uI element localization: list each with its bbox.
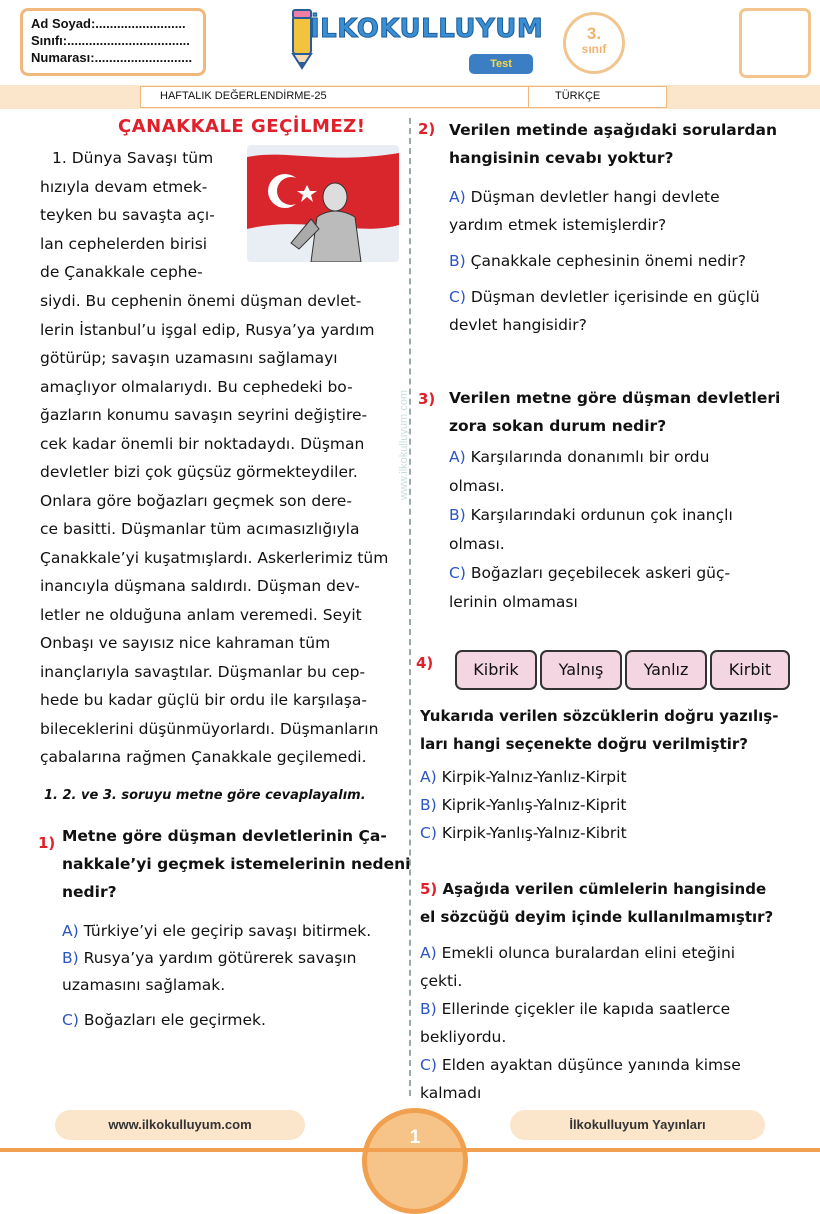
option-c[interactable] xyxy=(420,819,627,847)
page-number-badge xyxy=(362,1108,468,1214)
question-line: nedir? xyxy=(62,883,117,901)
option-b[interactable] xyxy=(449,501,733,530)
story-line: lan cephelerden birisi xyxy=(40,234,208,253)
story-line: inancıyla düşmana saldırdı. Düşman dev- xyxy=(40,577,360,595)
story-text-narrow xyxy=(40,144,240,287)
option-letter: B) xyxy=(420,796,437,814)
option-letter: B) xyxy=(449,506,466,524)
option-c[interactable] xyxy=(420,1051,741,1079)
option-c[interactable] xyxy=(449,283,760,311)
grade-badge xyxy=(563,12,625,74)
story-title: ÇANAKKALE GEÇİLMEZ! xyxy=(118,116,366,137)
student-info-box xyxy=(20,8,206,76)
option-letter: B) xyxy=(420,1000,437,1018)
option-letter: C) xyxy=(62,1011,79,1029)
option-text: Karşılarında donanımlı bir ordu xyxy=(470,448,710,466)
option-text-cont: olması. xyxy=(449,477,505,495)
word-box: Kirbit xyxy=(710,650,790,690)
option-b[interactable] xyxy=(420,791,627,819)
question-5-text xyxy=(420,875,773,931)
story-line: Onbaşı ve sayısız nice kahraman tüm xyxy=(40,634,331,652)
story-line: teyken bu savaşta açı- xyxy=(40,206,215,224)
story-line: bileceklerini düşünmüyorlardı. Düşmanların xyxy=(40,719,379,738)
class-field[interactable]: Sınıfı:.................................. xyxy=(31,33,190,48)
word-box: Kibrik xyxy=(455,650,537,690)
question-1-options xyxy=(62,918,371,1034)
subject-label: TÜRKÇE xyxy=(555,90,601,102)
question-3-number: 3) xyxy=(418,390,436,408)
footer-website[interactable]: www.ilkokulluyum.com xyxy=(55,1110,305,1140)
header-divider xyxy=(528,86,529,108)
page-number: 1 xyxy=(409,1127,421,1148)
option-b[interactable] xyxy=(62,945,371,972)
option-letter: A) xyxy=(62,922,79,940)
story-line: Onlara göre boğazları geçmek son dere- xyxy=(40,491,352,510)
question-line: ları hangi seçenekte doğru verilmiştir? xyxy=(420,735,748,753)
option-text: Kirpik-Yanlış-Yalnız-Kibrit xyxy=(441,824,627,842)
question-2-options xyxy=(449,183,760,339)
option-text-cont: uzamasını sağlamak. xyxy=(62,976,226,994)
option-text: Düşman devletler içerisinde en güçlü xyxy=(470,288,760,306)
question-line: Yukarıda verilen sözcüklerin doğru yazılış- xyxy=(420,707,779,725)
test-badge: Test xyxy=(469,54,533,74)
number-field[interactable]: Numarası:........................... xyxy=(31,50,193,65)
watermark: www.ilkokulluyum.com xyxy=(398,389,410,500)
name-field[interactable]: Ad Soyad:......................... xyxy=(31,16,186,31)
logo-text: İLKOKULLUYUM xyxy=(310,14,544,44)
question-line: Verilen metinde aşağıdaki sorulardan xyxy=(449,121,777,139)
story-line: Çanakkale’yi kuşatmışlardı. Askerlerimiz tüm xyxy=(40,548,389,567)
instruction-text: 1. 2. ve 3. soruyu metne göre cevaplayalım. xyxy=(44,788,366,803)
story-line: ğazların konumu savaşın seyrini değiştire- xyxy=(40,406,368,424)
story-line: siydi. Bu cephenin önemi düşman devlet- xyxy=(40,292,362,310)
option-text: Ellerinde çiçekler ile kapıda saatlerce xyxy=(441,1000,731,1018)
question-2-number: 2) xyxy=(418,120,436,138)
question-5-number: 5) xyxy=(420,880,438,898)
story-line: devletler bizi çok güçsüz görmekteydiler. xyxy=(40,463,358,481)
option-text: Boğazları ele geçirmek. xyxy=(83,1011,266,1029)
option-c[interactable] xyxy=(62,1007,371,1034)
story-line: götürüp; savaşın uzamasını sağlamayı xyxy=(40,349,338,367)
story-line: de Çanakkale cephe- xyxy=(40,263,203,281)
question-line: hangisinin cevabı yoktur? xyxy=(449,149,674,167)
option-a[interactable] xyxy=(420,763,627,791)
option-text: Kiprik-Yanlış-Yalnız-Kiprit xyxy=(441,796,627,814)
question-4-options xyxy=(420,763,627,847)
option-letter: B) xyxy=(449,252,466,270)
option-text-cont: devlet hangisidir? xyxy=(449,316,587,334)
bottom-rule xyxy=(0,1148,820,1152)
story-line: lerin İstanbul’u işgal edip, Rusya’ya yardım xyxy=(40,320,375,339)
option-letter: C) xyxy=(449,288,466,306)
grade-number: 3. xyxy=(586,24,602,43)
column-divider xyxy=(409,118,411,1096)
option-letter: A) xyxy=(420,944,437,962)
question-4-number: 4) xyxy=(416,654,434,672)
option-text-cont: kalmadı xyxy=(420,1084,482,1102)
question-line: nakkale’yi geçmek istemelerinin nedeni xyxy=(62,855,411,873)
option-text: Karşılarındaki ordunun çok inançlı xyxy=(470,506,733,524)
option-letter: C) xyxy=(449,564,466,582)
option-a[interactable] xyxy=(62,918,371,945)
grade-word: sınıf xyxy=(581,42,607,56)
option-text: Kirpik-Yalnız-Yanlız-Kirpit xyxy=(441,768,627,786)
question-line: Verilen metne göre düşman devletleri xyxy=(449,389,781,407)
story-line: hede bu kadar güçlü bir ordu ile karşılaşa- xyxy=(40,691,367,709)
question-1-text xyxy=(62,822,410,906)
option-text: Türkiye’yi ele geçirip savaşı bitirmek. xyxy=(83,922,372,940)
question-2-text xyxy=(449,116,777,172)
weekly-label: HAFTALIK DEĞERLENDİRME-25 xyxy=(160,90,327,102)
story-line: letler ne olduğuna anlam veremedi. Seyit xyxy=(40,605,362,624)
option-text: Emekli olunca buralardan elini eteğini xyxy=(441,944,736,962)
story-line: cek kadar önemli bir noktadaydı. Düşman xyxy=(40,434,365,453)
question-3-options xyxy=(449,443,733,617)
question-4-text xyxy=(420,702,778,758)
question-5-options xyxy=(420,939,741,1107)
option-text: Rusya’ya yardım götürerek savaşın xyxy=(83,949,357,967)
option-c[interactable] xyxy=(449,559,733,588)
question-line xyxy=(420,875,773,903)
story-line: amaçlıyor olmalarıydı. Bu cephedeki bo- xyxy=(40,377,353,396)
option-letter: C) xyxy=(420,1056,437,1074)
option-b[interactable] xyxy=(449,247,760,275)
option-text-cont: olması. xyxy=(449,535,505,553)
question-3-text xyxy=(449,384,780,440)
option-text: Boğazları geçebilecek askeri güç- xyxy=(470,564,731,582)
option-text: Çanakkale cephesinin önemi nedir? xyxy=(470,252,747,270)
option-text-cont: yardım etmek istemişlerdir? xyxy=(449,216,667,234)
option-letter: A) xyxy=(420,768,437,786)
footer-publisher: İlkokulluyum Yayınları xyxy=(510,1110,765,1140)
story-line: 1. Dünya Savaşı tüm xyxy=(52,149,214,167)
story-line: hızıyla devam etmek- xyxy=(40,177,208,196)
question-line-text: Aşağıda verilen cümlelerin hangisinde xyxy=(442,880,767,898)
story-text-wide xyxy=(40,287,415,772)
question-line: el sözcüğü deyim içinde kullanılmamıştır? xyxy=(420,908,774,926)
option-text: Düşman devletler hangi devlete xyxy=(470,188,720,206)
word-box: Yanlız xyxy=(625,650,707,690)
option-a[interactable] xyxy=(420,939,741,967)
score-box xyxy=(739,8,811,78)
option-a[interactable] xyxy=(449,183,760,211)
option-letter: B) xyxy=(62,949,79,967)
option-text: Elden ayaktan düşünce yanında kimse xyxy=(441,1056,741,1074)
question-1-number: 1) xyxy=(38,834,56,852)
option-letter: C) xyxy=(420,824,437,842)
option-a[interactable] xyxy=(449,443,733,472)
story-line: çabalarına rağmen Çanakkale geçilemedi. xyxy=(40,748,367,766)
soldier-flag-image xyxy=(247,145,399,262)
option-text-cont: lerinin olmaması xyxy=(449,593,578,611)
story-line: inançlarıyla savaştılar. Düşmanlar bu cep- xyxy=(40,662,366,681)
option-b[interactable] xyxy=(420,995,741,1023)
question-line: zora sokan durum nedir? xyxy=(449,417,667,435)
question-line: Metne göre düşman devletlerinin Ça- xyxy=(62,827,387,845)
option-text-cont: bekliyordu. xyxy=(420,1028,507,1046)
option-letter: A) xyxy=(449,188,466,206)
word-box: Yalnış xyxy=(540,650,622,690)
story-line: ce basitti. Düşmanlar tüm acımasızlığıyla xyxy=(40,520,360,538)
option-letter: A) xyxy=(449,448,466,466)
option-text-cont: çekti. xyxy=(420,972,463,990)
